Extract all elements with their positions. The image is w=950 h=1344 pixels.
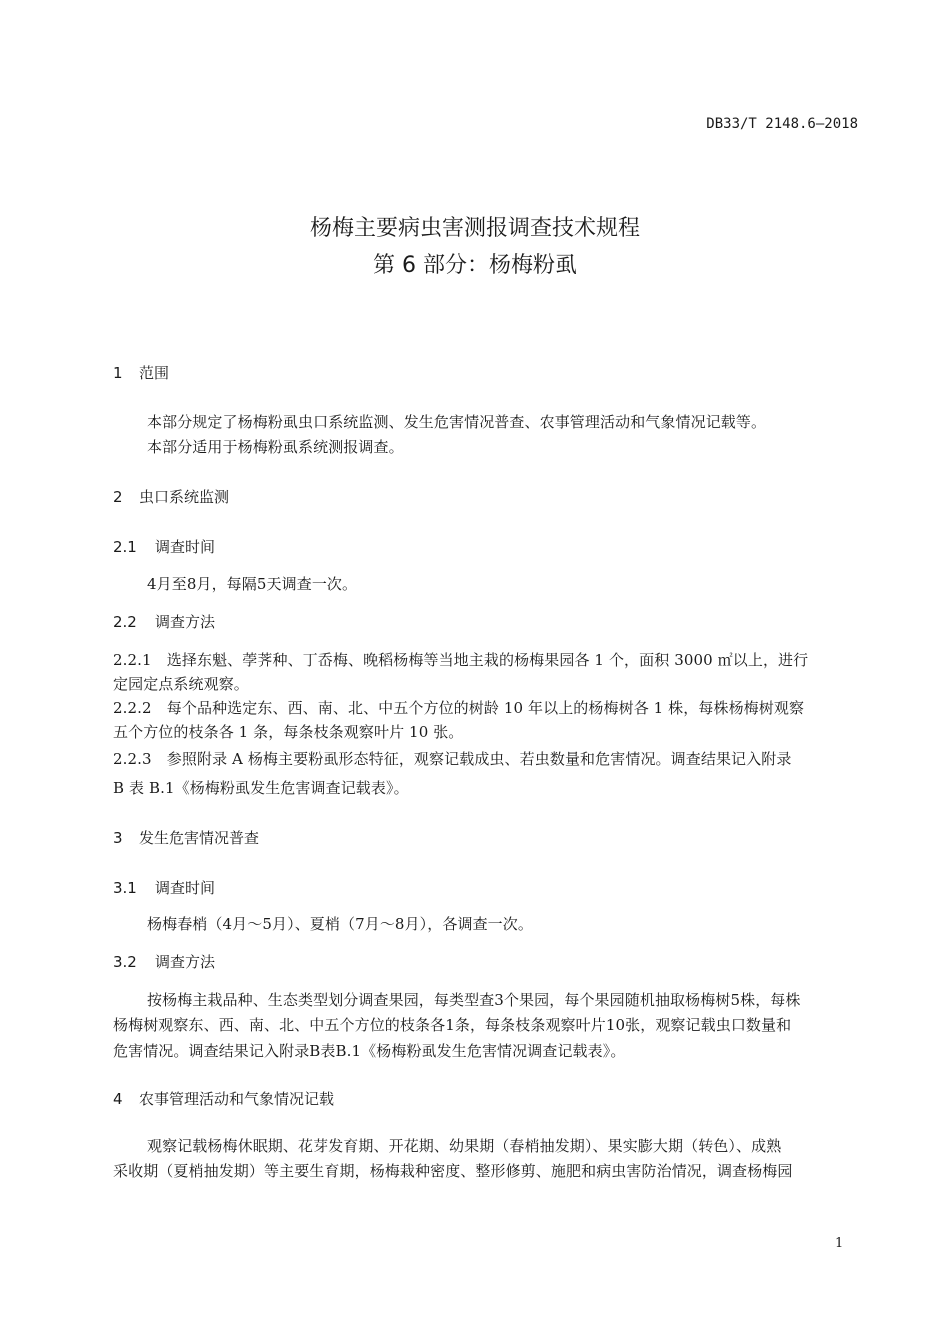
section-2-heading bbox=[113, 486, 229, 507]
paragraph: 按杨梅主栽品种、生态类型划分调查果园，每类型查3个果园，每个果园随机抽取杨梅树5株，每株 bbox=[147, 991, 801, 1009]
clause-2-2-2-cont: 五个方位的枝条各 1 条，每条枝条观察叶片 10 张。 bbox=[113, 723, 464, 741]
subsection-2-1-heading bbox=[113, 536, 215, 557]
paragraph: 杨梅春梢（4月～5月）、夏梢（7月～8月），各调查一次。 bbox=[147, 915, 533, 933]
paragraph-cont: 杨梅树观察东、西、南、北、中五个方位的枝条各1条，每条枝条观察叶片10张，观察记载虫口数量和 bbox=[113, 1016, 792, 1034]
title-line-2: 第 6 部分：杨梅粉虱 bbox=[373, 253, 577, 278]
clause-2-2-3: 2.2.3 参照附录 A 杨梅主要粉虱形态特征，观察记载成虫、若虫数量和危害情况。调查结果记入附录 bbox=[113, 750, 792, 768]
subsection-3-1-heading bbox=[113, 877, 215, 898]
clause-2-2-2: 2.2.2 每个品种选定东、西、南、北、中五个方位的树龄 10 年以上的杨梅树各 1 株，每株杨梅树观察 bbox=[113, 699, 805, 717]
section-4-heading bbox=[113, 1088, 334, 1109]
section-title: 调查方法 bbox=[155, 613, 216, 631]
subsection-2-2-heading bbox=[113, 611, 215, 632]
section-title: 农事管理活动和气象情况记载 bbox=[139, 1090, 335, 1108]
paragraph: 本部分规定了杨梅粉虱虫口系统监测、发生危害情况普查、农事管理活动和气象情况记载等。 bbox=[147, 413, 767, 431]
section-number: 3 bbox=[113, 829, 123, 847]
clause-2-2-1: 2.2.1 选择东魁、荸荠种、丁岙梅、晚稻杨梅等当地主栽的杨梅果园各 1 个，面积 3000 ㎡以上，进行 bbox=[113, 651, 809, 669]
section-number: 2.2 bbox=[113, 613, 137, 631]
clause-2-2-1-cont: 定园定点系统观察。 bbox=[113, 675, 249, 693]
section-title: 发生危害情况普查 bbox=[139, 829, 260, 847]
subsection-3-2-heading bbox=[113, 951, 215, 972]
section-number: 2 bbox=[113, 488, 123, 506]
section-title: 调查时间 bbox=[155, 879, 216, 897]
paragraph: 观察记载杨梅休眠期、花芽发育期、开花期、幼果期（春梢抽发期）、果实膨大期（转色）、成熟 bbox=[147, 1137, 782, 1155]
section-title: 虫口系统监测 bbox=[139, 488, 230, 506]
section-number: 2.1 bbox=[113, 538, 137, 556]
paragraph-cont: 采收期（夏梢抽发期）等主要生育期，杨梅栽种密度、整形修剪、施肥和病虫害防治情况，调查杨梅园 bbox=[113, 1162, 793, 1180]
section-number: 3.1 bbox=[113, 879, 137, 897]
paragraph: 本部分适用于杨梅粉虱系统测报调查。 bbox=[147, 438, 404, 456]
document-number: DB33/T 2148.6—2018 bbox=[706, 116, 858, 132]
paragraph: 4月至8月，每隔5天调查一次。 bbox=[147, 575, 358, 593]
page-number: 1 bbox=[835, 1236, 844, 1251]
section-3-heading bbox=[113, 827, 259, 848]
section-number: 1 bbox=[113, 364, 123, 382]
paragraph-cont: 危害情况。调查结果记入附录B表B.1《杨梅粉虱发生危害情况调查记载表》。 bbox=[113, 1042, 626, 1060]
section-number: 4 bbox=[113, 1090, 123, 1108]
section-title: 调查方法 bbox=[155, 953, 216, 971]
section-title: 调查时间 bbox=[155, 538, 216, 556]
clause-2-2-3-cont: B 表 B.1《杨梅粉虱发生危害调查记载表》。 bbox=[113, 779, 409, 797]
section-number: 3.2 bbox=[113, 953, 137, 971]
title-line-1: 杨梅主要病虫害测报调查技术规程 bbox=[309, 216, 640, 241]
section-title: 范围 bbox=[139, 364, 170, 382]
section-1-heading bbox=[113, 362, 169, 383]
